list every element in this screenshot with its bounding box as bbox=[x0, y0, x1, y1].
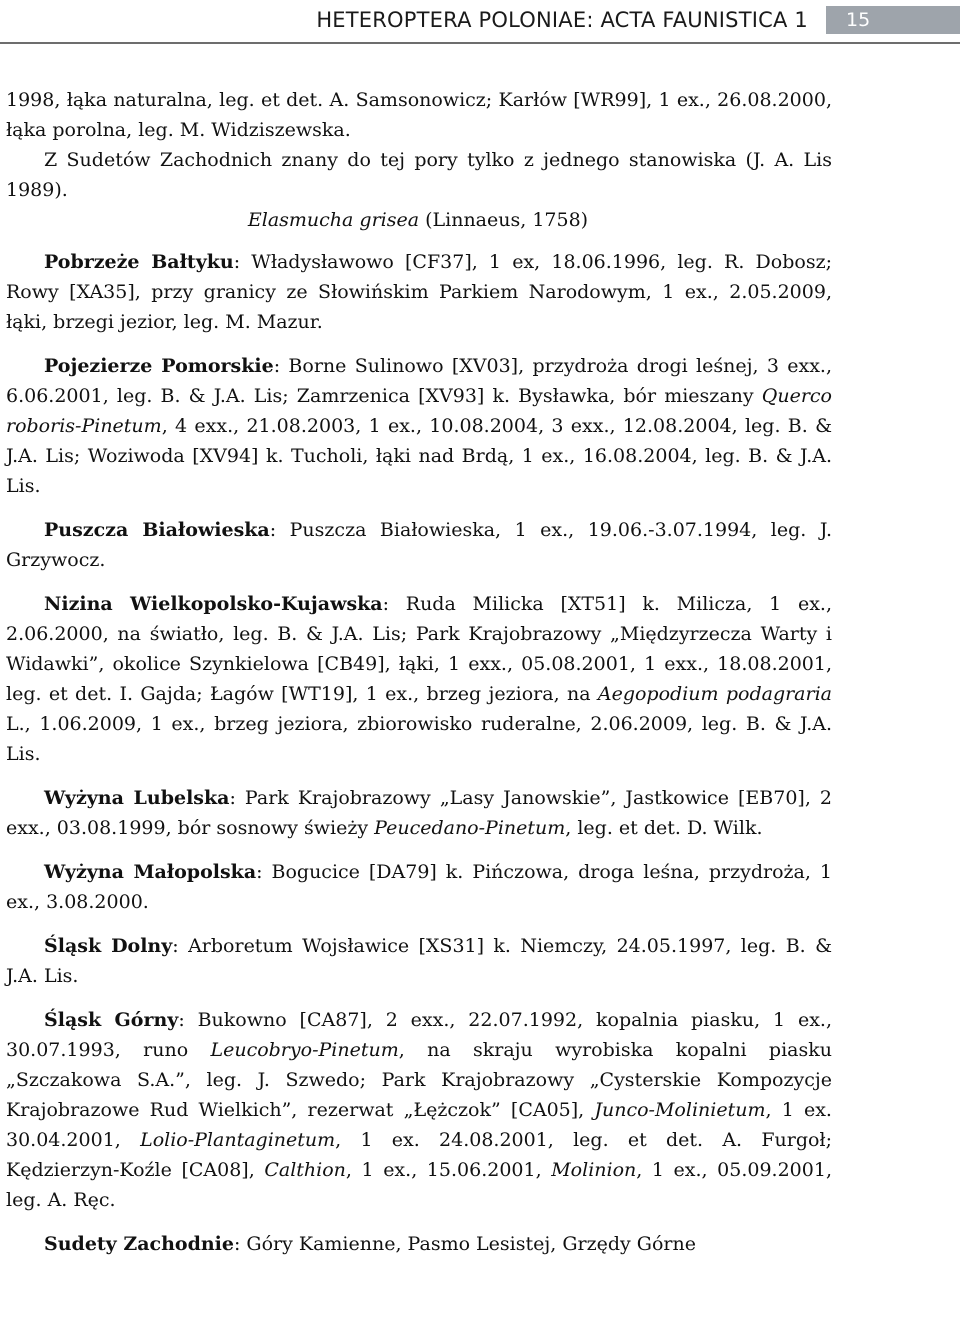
record-text: : Borne Sulinowo [XV03], przydroża drogi leśnej, 3 exx., 6.06.2001, leg. B. & J.A. Lis; Zamrzenica [XV93] k. Bysławka, bór mieszany bbox=[6, 355, 832, 407]
region-name: Wyżyna Lubelska bbox=[44, 787, 230, 809]
record-text: : Park Krajobrazowy „Lasy Janowskie”, Jastkowice [EB70], 2 exx., 03.08.1999, bór sosnowy świeży bbox=[6, 787, 833, 839]
region-name: Śląsk Górny bbox=[44, 1009, 179, 1031]
record-text: , 1 ex. 24.08.2001, leg. et det. A. Furgoł; Kędzierzyn-Koźle [CA08], bbox=[6, 1129, 832, 1181]
record-text: : Bukowno [CA87], 2 exx., 22.07.1992, kopalnia piasku, 1 ex., 30.07.1993, runo bbox=[6, 1009, 832, 1061]
record-text: , 1 ex. 30.04.2001, bbox=[6, 1099, 832, 1151]
page-number-badge: 15 bbox=[826, 6, 960, 34]
header-divider bbox=[0, 42, 960, 44]
taxon-italic: Junco-Molinietum bbox=[594, 1099, 766, 1121]
region-name: Śląsk Dolny bbox=[44, 935, 173, 957]
record-text: , 1 ex., 05.09.2001, leg. A. Ręc. bbox=[6, 1159, 832, 1211]
paragraph-note bbox=[6, 145, 832, 205]
record-wyzyna-malopolska bbox=[6, 857, 832, 917]
record-wyzyna-lubelska bbox=[6, 783, 832, 843]
region-name: Puszcza Białowieska bbox=[44, 519, 270, 541]
taxon-italic: Aegopodium podagraria bbox=[597, 683, 832, 705]
record-text: , na skraju wyrobiska kopalni piasku „Szczakowa S.A.”, leg. J. Szwedo; Park Krajobrazowy „Cysterskie Kompozycje Krajobrazowe Rud Wielkich”, rezerwat „Łężczok” [CA05], bbox=[6, 1039, 832, 1121]
record-text: , 1 ex., 15.06.2001, bbox=[345, 1159, 552, 1181]
species-name: Elasmucha grisea bbox=[247, 209, 420, 231]
taxon-italic: Leucobryo-Pinetum bbox=[210, 1039, 399, 1061]
record-pojezierze-pomorskie bbox=[6, 351, 832, 501]
taxon-italic: Peucedano-Pinetum bbox=[374, 817, 566, 839]
record-pobrzeze-baltyku bbox=[6, 247, 832, 337]
record-text: : Puszcza Białowieska, 1 ex., 19.06.-3.07.1994, leg. J. Grzywocz. bbox=[6, 519, 833, 571]
species-author: (Linnaeus, 1758) bbox=[419, 209, 589, 231]
record-slask-gorny bbox=[6, 1005, 832, 1215]
paragraph-continuation bbox=[6, 85, 832, 145]
text: 1998, łąka naturalna, leg. et det. A. Samsonowicz; Karłów [WR99], 1 ex., 26.08.2000, łąka porolna, leg. M. Widziszewska. bbox=[6, 89, 832, 141]
region-name: Pobrzeże Bałtyku bbox=[44, 251, 234, 273]
taxon-italic: Querco roboris-Pinetum bbox=[6, 385, 832, 437]
record-slask-dolny bbox=[6, 931, 832, 991]
record-nizina-wielkopolsko-kujawska bbox=[6, 589, 832, 769]
taxon-italic: Calthion bbox=[264, 1159, 346, 1181]
region-name: Nizina Wielkopolsko-Kujawska bbox=[44, 593, 383, 615]
region-name: Pojezierze Pomorskie bbox=[44, 355, 274, 377]
record-text: , leg. et det. D. Wilk. bbox=[565, 817, 763, 839]
record-puszcza-bialowieska bbox=[6, 515, 832, 575]
record-text: : Arboretum Wojsławice [XS31] k. Niemczy, 24.05.1997, leg. B. & J.A. Lis. bbox=[6, 935, 832, 987]
region-name: Sudety Zachodnie bbox=[44, 1233, 234, 1255]
record-sudety-zachodnie bbox=[6, 1229, 832, 1259]
article-body bbox=[6, 85, 832, 1259]
species-heading bbox=[6, 205, 832, 235]
record-text: : Bogucice [DA79] k. Pińczowa, droga leśna, przydroża, 1 ex., 3.08.2000. bbox=[6, 861, 832, 913]
record-text: , 4 exx., 21.08.2003, 1 ex., 10.08.2004, 3 exx., 12.08.2004, leg. B. & J.A. Lis; Woziwoda [XV94] k. Tucholi, łąki nad Brdą, 1 ex., 16.08.2004, leg. B. & J.A. Lis. bbox=[6, 415, 832, 497]
running-header-title: HETEROPTERA POLONIAE: ACTA FAUNISTICA 1 bbox=[316, 8, 808, 32]
record-text: : Góry Kamienne, Pasmo Lesistej, Grzędy Górne bbox=[233, 1233, 696, 1255]
record-text: : Władysławowo [CF37], 1 ex, 18.06.1996, leg. R. Dobosz; Rowy [XA35], przy granicy ze Słowińskim Parkiem Narodowym, 1 ex., 2.05.2009, łąki, brzegi jezior, leg. M. Mazur. bbox=[6, 251, 832, 333]
taxon-italic: Molinion bbox=[551, 1159, 637, 1181]
record-text: : Ruda Milicka [XT51] k. Milicza, 1 ex., 2.06.2000, na światło, leg. B. & J.A. Lis; Park Krajobrazowy „Międzyrzecza Warty i Widawki”, okolice Szynkielowa [CB49], łąki, 1 exx., 05.08.2001, 1 exx., 18.08.2001, leg. et det. I. Gajda; Łagów [WT19], 1 ex., brzeg jeziora, na bbox=[6, 593, 832, 705]
text: Z Sudetów Zachodnich znany do tej pory tylko z jednego stanowiska (J. A. Lis 1989). bbox=[6, 149, 832, 201]
record-text: L., 1.06.2009, 1 ex., brzeg jeziora, zbiorowisko ruderalne, 2.06.2009, leg. B. & J.A. Lis. bbox=[6, 713, 832, 765]
region-name: Wyżyna Małopolska bbox=[44, 861, 257, 883]
taxon-italic: Lolio-Plantaginetum bbox=[140, 1129, 336, 1151]
